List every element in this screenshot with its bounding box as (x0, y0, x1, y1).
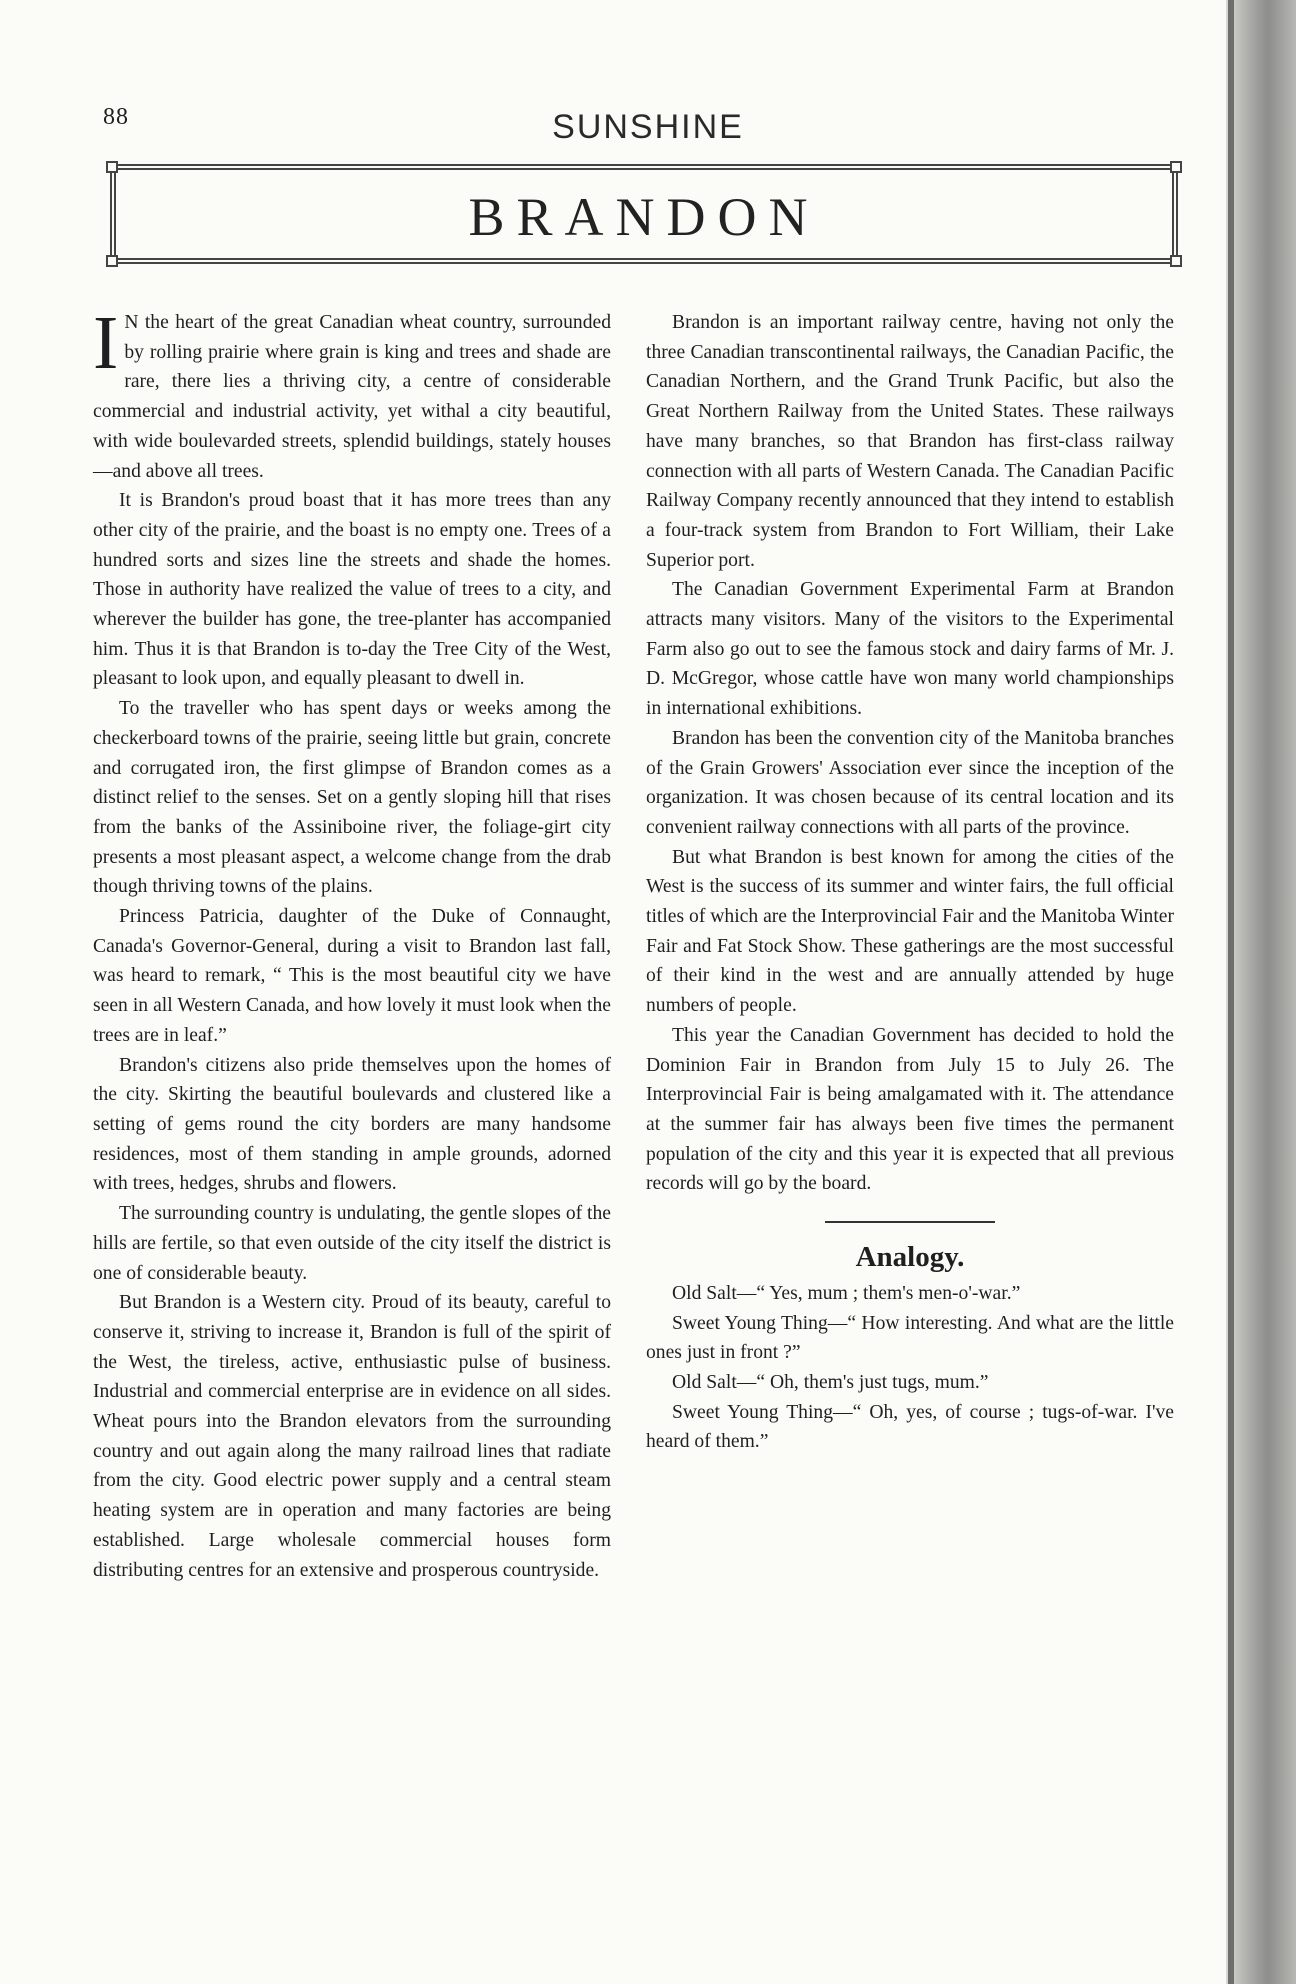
article-paragraph: The Canadian Government Experimental Farm at Brandon attracts many visitors. Many of the visitors to the Experimental Farm also go out to see the famous stock and dairy farms of Mr. J. D. McGregor, whose cattle have won many world championships in international exhibitions. (646, 579, 1174, 720)
article-paragraph: Brandon's citizens also pride themselves upon the homes of the city. Skirting the beautiful boulevards and clustered like a setting of gems round the city borders are many handsome residences, most of them standing in ample grounds, adorned with trees, hedges, shrubs and flowers. (93, 1054, 611, 1195)
corner-ornament (1170, 161, 1182, 173)
page-edge (1228, 0, 1234, 1984)
article-column-right (646, 308, 1174, 1457)
article-paragraph: Brandon has been the convention city of the Manitoba branches of the Grain Growers' Association ever since the inception of the organization. It was chosen because of its central location and its convenient railway connections with all parts of the province. (646, 727, 1174, 838)
dialogue-line: Sweet Young Thing—“ Oh, yes, of course ; tugs-of-war. I've heard of them.” (646, 1401, 1174, 1453)
corner-ornament (1170, 255, 1182, 267)
article-paragraph: It is Brandon's proud boast that it has more trees than any other city of the prairie, and the boast is no empty one. Trees of a hundred sorts and sizes line the streets and shade the homes. Those in authority have realized the value of trees to a city, and wherever the builder has gone, the tree-planter has accompanied him. Thus it is that Brandon is to-day the Tree City of the West, pleasant to look upon, and equally pleasant to dwell in. (93, 490, 611, 690)
dialogue-line: Old Salt—“ Yes, mum ; them's men-o'-war.” (672, 1282, 1021, 1304)
article-paragraph: To the traveller who has spent days or weeks among the checkerboard towns of the prairie, seeing little but grain, concrete and corrugated iron, the first glimpse of Brandon comes as a distinct relief to the senses. Set on a gently sloping hill that rises from the banks of the Assiniboine river, the foliage-girt city presents a most pleasant aspect, a welcome change from the drab though thriving towns of the plains. (93, 698, 611, 898)
article-paragraph: The surrounding country is undulating, the gentle slopes of the hills are fertile, so that even outside of the city itself the district is one of considerable beauty. (93, 1203, 611, 1284)
dialogue-line: Old Salt—“ Oh, them's just tugs, mum.” (672, 1371, 989, 1393)
book-gutter-shadow (1226, 0, 1296, 1984)
article-paragraph: This year the Canadian Government has decided to hold the Dominion Fair in Brandon from July 15 to July 26. The Interprovincial Fair is being amalgamated with it. The attendance at the summer fair has always been five times the permanent population of the city and this year it is expected that all previous records will go by the board. (646, 1024, 1174, 1195)
article-paragraph: But what Brandon is best known for among the cities of the West is the success of its summer and winter fairs, the full official titles of which are the Interprovincial Fair and the Manitoba Winter Fair and Fat Stock Show. These gatherings are the most successful of their kind in the west and are annually attended by huge numbers of people. (646, 846, 1174, 1017)
paragraph-part-left: But Brandon is a Western city. Proud of its beauty, careful to conserve it, striving to increase it, Brandon is full of the spirit of the West, the tireless, active, enthusiastic pulse of business. Industrial and commercial enterprise are in evidence on all sides. Wheat pours into the Brandon elevators from the surrounding country and out again along the many railroad lines that radiate from the city. Good electric power supply and a central steam heating system are in operation and many factories are being established. Large wholesale commercial houses form distributing centres for an extensive and prosperous countryside. (93, 1292, 611, 1581)
article-paragraph (93, 1288, 611, 1585)
article-paragraph: I N the heart of the great Canadian wheat country, surrounded by rolling prairie where grain is king and trees and shade are rare, there lies a thriving city, a centre of considerable commercial and industrial activity, yet withal a city beautiful, with wide boulevarded streets, splendid buildings, stately houses—and above all trees. (93, 301, 611, 482)
title-frame-top-rule (110, 164, 1178, 170)
dialogue-line: Sweet Young Thing—“ How interesting. And what are the little ones just in front ?” (646, 1312, 1174, 1364)
article-column-left (93, 301, 611, 1585)
section-divider (825, 1221, 995, 1223)
corner-ornament (106, 255, 118, 267)
page-number: 88 (103, 104, 129, 130)
title-frame (110, 160, 1178, 268)
anecdote-title: Analogy. (855, 1241, 965, 1274)
article-paragraph: Brandon is an important railway centre, having not only the three Canadian transcontinental railways, the Canadian Pacific, the Canadian Northern, and the Grand Trunk Pacific, but also the Great Northern Railway from the United States. These railways have many branches, so that Brandon has first-class railway connection with all parts of Western Canada. The Canadian Pacific Railway Company recently announced that they intend to establish a four-track system from Brandon to Fort William, their Lake Superior port. (646, 312, 1174, 571)
running-title: SUNSHINE (552, 108, 744, 146)
corner-ornament (106, 161, 118, 173)
article-title: BRANDON (468, 187, 820, 247)
article-paragraph: Princess Patricia, daughter of the Duke of Connaught, Canada's Governor-General, during a visit to Brandon last fall, was heard to remark, “ This is the most beautiful city we have seen in all Western Canada, and how lovely it must look when the trees are in leaf.” (93, 906, 611, 1046)
title-frame-bottom-rule (110, 258, 1178, 264)
drop-cap: I (93, 301, 119, 385)
